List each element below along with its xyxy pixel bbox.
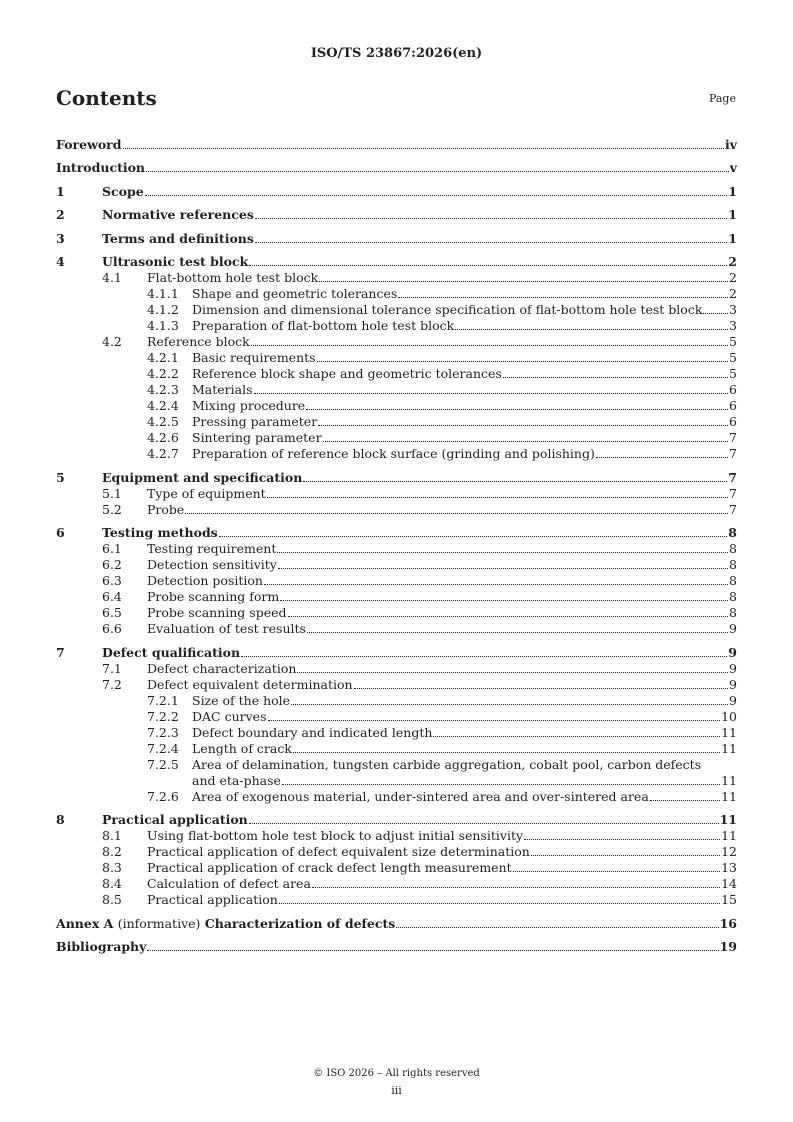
- toc-leader-dots: [123, 148, 724, 149]
- toc-entry-title: Terms and definitions: [102, 230, 254, 246]
- toc-entry-title: Equipment and specification: [102, 469, 303, 485]
- toc-entry-number: 4.2.2: [147, 366, 179, 381]
- toc-entry-page: 1: [728, 183, 737, 199]
- toc-entry-title: Shape and geometric tolerances: [192, 286, 398, 301]
- toc-entry[interactable]: [56, 677, 737, 693]
- toc-entry-number: 4.2.6: [147, 430, 179, 445]
- toc-entry-title: Practical application: [102, 812, 248, 827]
- toc-entry-page: 2: [729, 270, 737, 285]
- toc-leader-dots: [185, 513, 728, 514]
- toc-entry-page: 8: [729, 557, 737, 572]
- toc-entry-title: Basic requirements: [192, 350, 316, 365]
- toc-entry-page: iv: [724, 136, 737, 152]
- toc-entry-page: 1: [728, 207, 737, 222]
- toc-entry-number: 4.2.3: [147, 382, 179, 397]
- toc-entry-title: Sintering parameter: [192, 430, 322, 445]
- toc-entry[interactable]: [56, 247, 737, 271]
- toc-entry[interactable]: [56, 876, 737, 892]
- toc-entry-page: 5: [729, 366, 737, 381]
- toc-entry-title: Practical application of crack defect length measurement: [147, 860, 512, 875]
- toc-entry-title: Normative references: [102, 207, 254, 222]
- annex-label: Annex A: [56, 915, 114, 931]
- toc-entry-title: Reference block shape and geometric tolerances: [192, 366, 502, 381]
- toc-entry-title: Materials: [192, 382, 253, 397]
- toc-entry-title: Detection position: [147, 573, 263, 588]
- toc-entry-number: 5: [56, 469, 65, 485]
- toc-entry[interactable]: [56, 844, 737, 860]
- toc-entry-page: 11: [721, 724, 737, 740]
- toc-entry-title: Area of exogenous material, under-sintered area and over-sintered area: [192, 788, 649, 804]
- toc-leader-dots: [280, 600, 728, 601]
- toc-entry-title: [56, 916, 395, 932]
- toc-entry[interactable]: [56, 709, 737, 725]
- toc-entry[interactable]: [56, 605, 737, 621]
- toc-entry-title: Reference block: [147, 334, 250, 349]
- toc-entry[interactable]: [56, 318, 737, 334]
- toc-leader-dots: [254, 393, 729, 394]
- toc-entry-number: 7.2.4: [147, 740, 179, 756]
- toc-entry-number: 3: [56, 230, 65, 246]
- toc-entry-page: 7: [728, 469, 737, 485]
- toc-entry[interactable]: [56, 892, 737, 908]
- toc-entry-page: 16: [719, 915, 737, 931]
- toc-leader-dots: [277, 552, 728, 553]
- toc-entry[interactable]: [56, 223, 737, 247]
- toc-leader-dots: [312, 887, 720, 888]
- toc-entry-page: 6: [729, 398, 737, 413]
- toc-entry-number: 6.5: [102, 605, 122, 620]
- toc-entry-title: Preparation of reference block surface (grinding and polishing): [192, 446, 595, 461]
- toc-entry-number: 6: [56, 525, 65, 540]
- toc-leader-dots: [433, 736, 720, 737]
- toc-entry-page: 7: [729, 446, 737, 461]
- contents-title: Contents: [56, 86, 157, 110]
- toc-leader-dots: [279, 903, 720, 904]
- toc-entry-number: 7.2: [102, 676, 122, 692]
- toc-entry-title: Dimension and dimensional tolerance specification of flat-bottom hole test block: [192, 302, 703, 317]
- toc-leader-dots: [531, 855, 720, 856]
- toc-entry-number: 4.2.7: [147, 446, 179, 461]
- toc-entry[interactable]: [56, 541, 737, 557]
- toc-entry-number: 8.4: [102, 876, 122, 891]
- toc-leader-dots: [291, 704, 728, 705]
- toc-leader-dots: [503, 377, 728, 378]
- toc-entry-page: 5: [729, 334, 737, 349]
- toc-leader-dots: [306, 409, 728, 410]
- toc-entry-page: 2: [729, 286, 737, 301]
- toc-leader-dots: [249, 265, 727, 266]
- toc-entry[interactable]: [56, 129, 737, 153]
- toc-entry-title: Testing methods: [102, 525, 218, 540]
- toc-entry-number: 4.2.4: [147, 398, 179, 413]
- toc-leader-dots: [278, 568, 728, 569]
- toc-entry-page: 7: [729, 485, 737, 501]
- toc-leader-dots: [354, 688, 728, 689]
- toc-entry[interactable]: [56, 828, 737, 844]
- toc-entry[interactable]: [56, 350, 737, 366]
- toc-leader-dots: [219, 536, 728, 537]
- toc-entry-page: 9: [728, 644, 737, 660]
- toc-entry-number: 6.2: [102, 557, 122, 572]
- toc-entry-number: 4: [56, 254, 65, 269]
- toc-entry[interactable]: [56, 302, 737, 318]
- toc-entry[interactable]: [56, 446, 737, 462]
- toc-leader-dots: [323, 441, 728, 442]
- toc-entry-number: 4.2.5: [147, 414, 179, 429]
- toc-entry[interactable]: [56, 366, 737, 382]
- toc-entry-number: 8.5: [102, 892, 122, 907]
- toc-entry[interactable]: [56, 805, 737, 829]
- toc-entry-number: 5.2: [102, 501, 122, 517]
- toc-leader-dots: [293, 752, 720, 753]
- toc-entry[interactable]: [56, 637, 737, 661]
- toc-leader-dots: [317, 361, 728, 362]
- toc-entry-number: 7.1: [102, 660, 122, 676]
- toc-entry[interactable]: [56, 286, 737, 302]
- toc-entry[interactable]: [56, 502, 737, 518]
- toc-leader-dots: [255, 218, 727, 219]
- copyright-footer: © ISO 2026 – All rights reserved: [313, 1068, 480, 1079]
- toc-entry-number: 4.2.1: [147, 350, 179, 365]
- toc-leader-dots: [282, 784, 720, 785]
- toc-leader-dots: [249, 823, 719, 824]
- toc-entry-page: 9: [729, 621, 737, 636]
- toc-entry-page: 3: [729, 302, 737, 317]
- toc-leader-dots: [703, 313, 728, 314]
- toc-entry-page: 8: [728, 525, 737, 540]
- toc-entry-title: Probe scanning form: [147, 589, 280, 604]
- toc-leader-dots: [596, 457, 728, 458]
- toc-entry[interactable]: [56, 398, 737, 414]
- toc-entry-title: Bibliography: [56, 939, 147, 954]
- toc-entry[interactable]: [56, 430, 737, 446]
- toc-entry[interactable]: [56, 908, 737, 932]
- toc-leader-dots: [303, 481, 727, 482]
- toc-entry-number: 6.3: [102, 573, 122, 588]
- toc-entry-number: 6.4: [102, 589, 122, 604]
- toc-entry-page: 15: [721, 892, 737, 907]
- toc-entry-page: 12: [721, 844, 737, 859]
- toc-entry-page: 11: [721, 772, 737, 788]
- toc-entry-page: 2: [728, 254, 737, 269]
- toc-entry-title: Practical application: [147, 892, 278, 907]
- annex-title: Characterization of defects: [204, 915, 396, 931]
- toc-leader-dots: [145, 195, 728, 196]
- toc-entry-continuation[interactable]: [56, 773, 737, 789]
- toc-entry-title: Type of equipment: [147, 485, 266, 501]
- toc-entry[interactable]: [56, 757, 737, 773]
- toc-entry-title: Using flat-bottom hole test block to adjust initial sensitivity: [147, 828, 524, 843]
- toc-entry[interactable]: [56, 860, 737, 876]
- toc-entry-title: Area of delamination, tungsten carbide aggregation, cobalt pool, carbon defects: [192, 756, 702, 772]
- toc-leader-dots: [146, 171, 729, 172]
- toc-entry-title: Flat-bottom hole test block: [147, 270, 319, 285]
- toc-entry[interactable]: [56, 693, 737, 709]
- toc-entry-number: 1: [56, 183, 65, 199]
- toc-entry-page: 8: [729, 573, 737, 588]
- toc-entry-title: Probe scanning speed: [147, 605, 287, 620]
- toc-entry[interactable]: [56, 932, 737, 956]
- toc-entry-number: 8: [56, 812, 65, 827]
- toc-leader-dots: [524, 839, 720, 840]
- toc-entry-title: Ultrasonic test block: [102, 254, 249, 269]
- toc-leader-dots: [318, 425, 728, 426]
- toc-entry[interactable]: [56, 621, 737, 637]
- toc-entry[interactable]: [56, 414, 737, 430]
- toc-entry-title: Evaluation of test results: [147, 621, 306, 636]
- toc-entry-page: v: [729, 160, 737, 175]
- toc-entry[interactable]: [56, 334, 737, 350]
- toc-entry-title: Scope: [102, 183, 144, 199]
- toc-entry-title: Calculation of defect area: [147, 876, 311, 891]
- toc-leader-dots: [264, 584, 728, 585]
- toc-entry[interactable]: [56, 462, 737, 486]
- toc-entry-title: Defect boundary and indicated length: [192, 724, 433, 740]
- toc-entry[interactable]: [56, 557, 737, 573]
- toc-entry-number: 8.1: [102, 828, 122, 843]
- toc-entry-title: Defect equivalent determination: [147, 676, 353, 692]
- toc-leader-dots: [455, 329, 728, 330]
- toc-entry[interactable]: [56, 270, 737, 286]
- toc-leader-dots: [255, 242, 727, 243]
- toc-entry-title: Foreword: [56, 136, 122, 152]
- toc-entry[interactable]: [56, 200, 737, 224]
- toc-entry-title: Probe: [147, 501, 185, 517]
- toc-entry-number: 4.1.1: [147, 286, 179, 301]
- document-id-header: ISO/TS 23867:2026(en): [310, 46, 483, 61]
- toc-entry-title: and eta-phase: [192, 772, 281, 788]
- toc-entry-page: 8: [729, 541, 737, 556]
- toc-entry-page: 14: [721, 876, 737, 891]
- toc-entry-number: 6.1: [102, 541, 122, 556]
- toc-entry-page: 5: [729, 350, 737, 365]
- toc-entry[interactable]: [56, 789, 737, 805]
- toc-entry-number: 4.1.2: [147, 302, 179, 317]
- toc-entry[interactable]: [56, 486, 737, 502]
- toc-leader-dots: [650, 800, 720, 801]
- toc-entry-title: Testing requirement: [147, 541, 277, 556]
- toc-entry-title: Size of the hole: [192, 692, 291, 708]
- toc-leader-dots: [147, 950, 718, 951]
- toc-entry-page: 9: [729, 660, 737, 676]
- toc-entry-number: 4.1.3: [147, 318, 179, 333]
- toc-entry-number: 8.2: [102, 844, 122, 859]
- toc-entry-page: 8: [729, 605, 737, 620]
- toc-entry-number: 7.2.3: [147, 724, 179, 740]
- toc-leader-dots: [251, 345, 728, 346]
- page-number: iii: [391, 1084, 402, 1097]
- toc-entry-title: Length of crack: [192, 740, 292, 756]
- toc-entry-number: 5.1: [102, 485, 122, 501]
- annex-note: (informative): [117, 915, 201, 931]
- toc-entry-number: 7.2.6: [147, 788, 179, 804]
- toc-entry-number: 7.2.1: [147, 692, 179, 708]
- table-of-contents: [56, 129, 737, 955]
- toc-entry[interactable]: [56, 153, 737, 177]
- toc-entry-page: 11: [721, 740, 737, 756]
- page-column-label: Page: [708, 92, 736, 105]
- toc-entry-page: 6: [729, 382, 737, 397]
- toc-entry[interactable]: [56, 518, 737, 542]
- toc-entry-page: 11: [721, 828, 737, 843]
- toc-entry-title: Defect qualification: [102, 644, 241, 660]
- toc-leader-dots: [398, 297, 728, 298]
- toc-entry-number: 8.3: [102, 860, 122, 875]
- toc-leader-dots: [241, 656, 727, 657]
- toc-entry-page: 3: [729, 318, 737, 333]
- toc-entry-page: 19: [719, 939, 737, 954]
- toc-entry-title: DAC curves: [192, 708, 267, 724]
- toc-entry-page: 7: [729, 501, 737, 517]
- toc-leader-dots: [396, 927, 718, 928]
- toc-entry-number: 7.2.2: [147, 708, 179, 724]
- toc-entry-page: 11: [721, 788, 737, 804]
- toc-entry[interactable]: [56, 589, 737, 605]
- toc-entry-number: 6.6: [102, 621, 122, 636]
- toc-entry-page: 7: [729, 430, 737, 445]
- toc-entry-page: 8: [729, 589, 737, 604]
- toc-entry-number: 4.2: [102, 334, 122, 349]
- toc-entry-page: 9: [729, 676, 737, 692]
- toc-leader-dots: [288, 616, 729, 617]
- toc-entry-title: Introduction: [56, 160, 146, 175]
- toc-entry-page: 10: [721, 708, 737, 724]
- toc-entry-title: Mixing procedure: [192, 398, 306, 413]
- toc-entry-page: 11: [719, 812, 737, 827]
- toc-entry-number: 7: [56, 644, 65, 660]
- toc-entry[interactable]: [56, 741, 737, 757]
- toc-entry-number: 2: [56, 207, 65, 222]
- toc-entry-number: 4.1: [102, 270, 122, 285]
- toc-entry-page: 13: [721, 860, 737, 875]
- toc-entry-page: 6: [729, 414, 737, 429]
- toc-leader-dots: [267, 497, 728, 498]
- toc-leader-dots: [268, 720, 721, 721]
- toc-entry[interactable]: [56, 573, 737, 589]
- toc-leader-dots: [307, 632, 728, 633]
- toc-leader-dots: [297, 672, 728, 673]
- toc-entry-number: 7.2.5: [147, 756, 179, 772]
- toc-entry[interactable]: [56, 725, 737, 741]
- toc-entry[interactable]: [56, 661, 737, 677]
- toc-entry-title: Detection sensitivity: [147, 557, 277, 572]
- toc-leader-dots: [513, 871, 720, 872]
- toc-entry-title: Practical application of defect equivalent size determination: [147, 844, 530, 859]
- toc-entry-page: 9: [729, 692, 737, 708]
- toc-entry[interactable]: [56, 176, 737, 200]
- toc-entry-title: Defect characterization: [147, 660, 297, 676]
- toc-entry[interactable]: [56, 382, 737, 398]
- toc-entry-title: Pressing parameter: [192, 414, 318, 429]
- toc-entry-title: Preparation of flat-bottom hole test block: [192, 318, 455, 333]
- toc-leader-dots: [319, 281, 728, 282]
- toc-entry-page: 1: [728, 230, 737, 246]
